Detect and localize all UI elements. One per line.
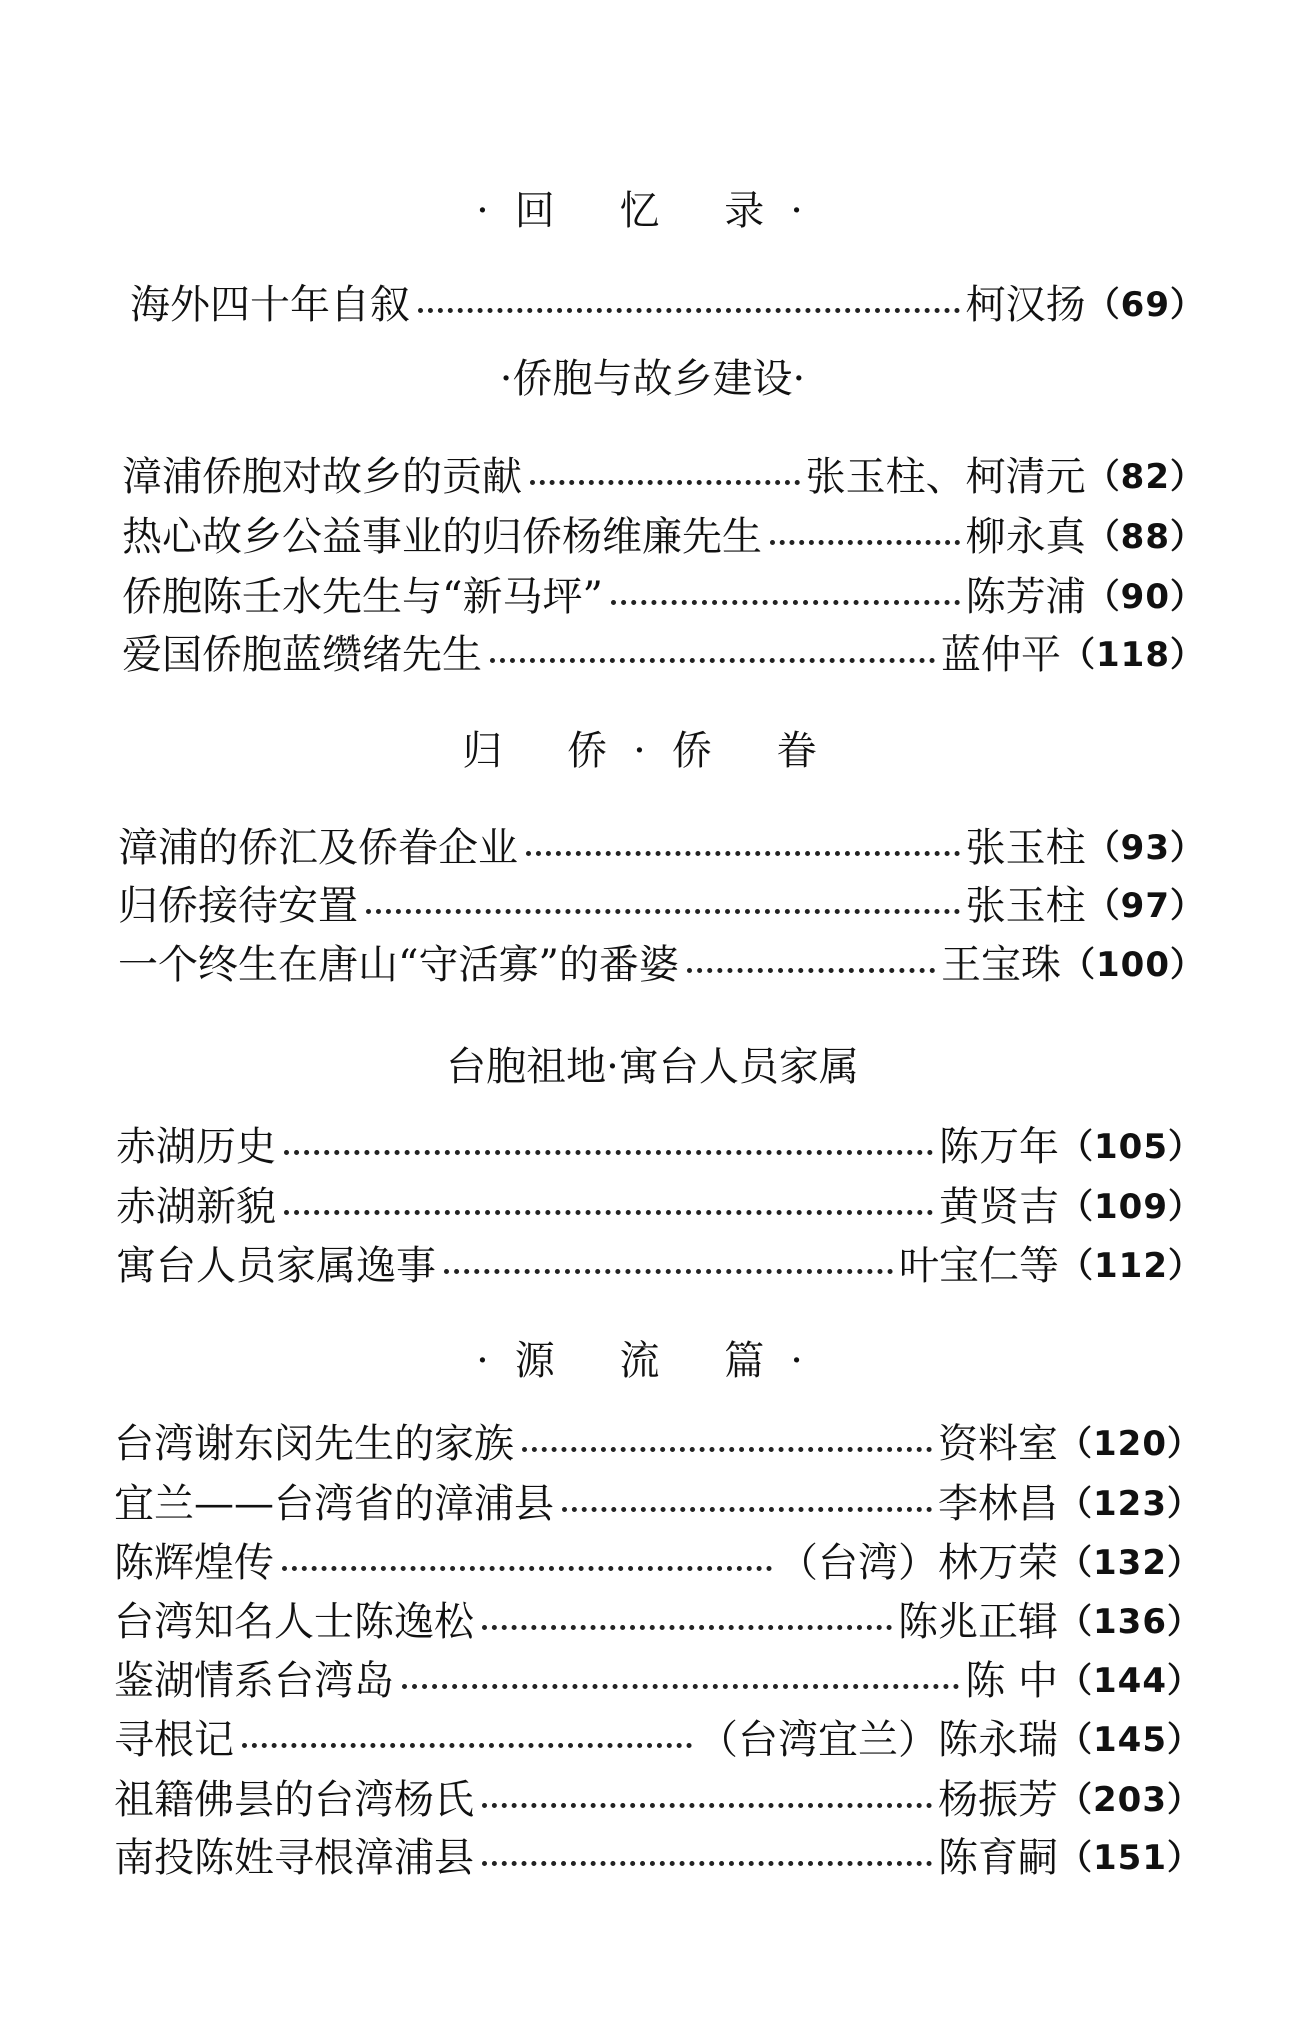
entry-author: 柳永真	[965, 514, 1086, 560]
entry-page-number: （97）	[1085, 886, 1205, 926]
toc-entry[interactable]	[116, 1240, 1203, 1292]
toc-entry[interactable]	[114, 1537, 1202, 1589]
dot-leader	[530, 480, 800, 485]
entry-page-number: （203）	[1058, 1780, 1202, 1820]
entry-author: 陈兆正辑	[898, 1599, 1059, 1645]
entry-author: 陈育嗣	[938, 1835, 1059, 1881]
entry-author: 王宝珠	[941, 942, 1062, 988]
entry-author: 杨振芳	[938, 1777, 1059, 1823]
entry-author: 李林昌	[938, 1481, 1059, 1527]
dot-leader	[402, 1684, 959, 1689]
entry-title: 漳浦的侨汇及侨眷企业	[118, 825, 518, 871]
dot-leader	[482, 1861, 932, 1866]
entry-title: 赤湖新貌	[116, 1184, 276, 1230]
toc-entry[interactable]	[114, 1774, 1202, 1826]
entry-title: 宜兰——台湾省的漳浦县	[114, 1481, 554, 1527]
entry-title: 陈辉煌传	[114, 1540, 274, 1586]
entry-author: （台湾宜兰）陈永瑞	[698, 1717, 1059, 1763]
toc-entry[interactable]	[114, 1714, 1202, 1766]
toc-entry[interactable]	[122, 629, 1205, 681]
entry-author: 陈万年	[939, 1124, 1060, 1170]
entry-page-number: （88）	[1085, 517, 1205, 557]
entry-title: 祖籍佛昙的台湾杨氏	[114, 1777, 474, 1823]
section-heading-origins: ·源 流 篇·	[476, 1338, 829, 1384]
entry-author: 叶宝仁等	[899, 1243, 1060, 1289]
entry-title: 一个终生在唐山“守活寡”的番婆	[118, 942, 679, 988]
dot-leader	[284, 1150, 933, 1155]
dot-leader	[482, 1803, 932, 1808]
section-heading-overseas-chinese-and-hometown: ·侨胞与故乡建设·	[499, 356, 806, 402]
entry-author: 黄贤吉	[939, 1184, 1060, 1230]
entry-page-number: （82）	[1085, 457, 1205, 497]
dot-leader	[418, 308, 960, 313]
entry-author: 柯汉扬	[965, 282, 1086, 328]
dot-leader	[522, 1447, 932, 1452]
entry-page-number: （100）	[1061, 945, 1205, 985]
entry-author: （台湾）林万荣	[778, 1540, 1059, 1586]
entry-page-number: （93）	[1085, 828, 1205, 868]
entry-title: 寻根记	[114, 1717, 234, 1763]
entry-author: 蓝仲平	[941, 632, 1062, 678]
toc-entry[interactable]	[114, 1596, 1202, 1648]
entry-page-number: （123）	[1058, 1484, 1202, 1524]
entry-page-number: （136）	[1058, 1602, 1202, 1642]
entry-title: 台湾谢东闵先生的家族	[114, 1421, 514, 1467]
entry-page-number: （118）	[1061, 635, 1205, 675]
entry-title: 南投陈姓寻根漳浦县	[114, 1835, 474, 1881]
entry-page-number: （120）	[1058, 1424, 1202, 1464]
toc-entry[interactable]	[118, 880, 1205, 932]
dot-leader	[490, 658, 935, 663]
toc-entry[interactable]	[114, 1832, 1202, 1884]
section-heading-memoirs: ·回 忆 录·	[476, 188, 829, 234]
toc-entry[interactable]	[122, 451, 1205, 503]
entry-page-number: （144）	[1058, 1661, 1202, 1701]
entry-title: 寓台人员家属逸事	[116, 1243, 436, 1289]
entry-title: 赤湖历史	[116, 1124, 276, 1170]
section-heading-returned-overseas-chinese: 归 侨·侨 眷	[462, 728, 843, 774]
entry-page-number: （132）	[1058, 1543, 1202, 1583]
dot-leader	[611, 600, 960, 605]
entry-title: 海外四十年自叙	[130, 282, 410, 328]
dot-leader	[242, 1743, 692, 1748]
entry-title: 侨胞陈壬水先生与“新马坪”	[122, 574, 603, 620]
entry-title: 热心故乡公益事业的归侨杨维廉先生	[122, 514, 762, 560]
entry-page-number: （145）	[1058, 1720, 1202, 1760]
entry-author: 陈 中	[965, 1658, 1059, 1704]
toc-entry[interactable]	[114, 1478, 1202, 1530]
entry-title: 漳浦侨胞对故乡的贡献	[122, 454, 522, 500]
entry-page-number: （151）	[1058, 1838, 1202, 1878]
toc-entry[interactable]	[114, 1418, 1202, 1470]
entry-author: 陈芳浦	[965, 574, 1086, 620]
entry-page-number: （109）	[1059, 1187, 1203, 1227]
toc-entry[interactable]	[118, 939, 1205, 991]
toc-entry[interactable]	[118, 822, 1205, 874]
entry-page-number: （105）	[1059, 1127, 1203, 1167]
entry-title: 鉴湖情系台湾岛	[114, 1658, 394, 1704]
dot-leader	[687, 968, 935, 973]
dot-leader	[770, 540, 960, 545]
entry-title: 台湾知名人士陈逸松	[114, 1599, 474, 1645]
entry-page-number: （90）	[1085, 577, 1205, 617]
dot-leader	[284, 1210, 933, 1215]
section-heading-taiwan-ancestral-land: 台胞祖地·寓台人员家属	[446, 1044, 859, 1090]
entry-author: 张玉柱、柯清元	[805, 454, 1086, 500]
entry-author: 张玉柱	[965, 883, 1086, 929]
toc-entry[interactable]	[122, 511, 1205, 563]
entry-page-number: （112）	[1059, 1246, 1203, 1286]
toc-entry[interactable]	[114, 1655, 1202, 1707]
dot-leader	[562, 1507, 932, 1512]
entry-author: 张玉柱	[965, 825, 1086, 871]
dot-leader	[366, 909, 960, 914]
dot-leader	[444, 1269, 893, 1274]
entry-title: 爱国侨胞蓝缵绪先生	[122, 632, 482, 678]
toc-entry[interactable]	[122, 571, 1205, 623]
dot-leader	[282, 1566, 772, 1571]
toc-entry[interactable]	[116, 1121, 1203, 1173]
entry-title: 归侨接待安置	[118, 883, 358, 929]
dot-leader	[526, 851, 960, 856]
toc-entry[interactable]	[130, 279, 1205, 331]
entry-page-number: （69）	[1085, 285, 1205, 325]
toc-entry[interactable]	[116, 1181, 1203, 1233]
dot-leader	[482, 1625, 892, 1630]
entry-author: 资料室	[938, 1421, 1059, 1467]
